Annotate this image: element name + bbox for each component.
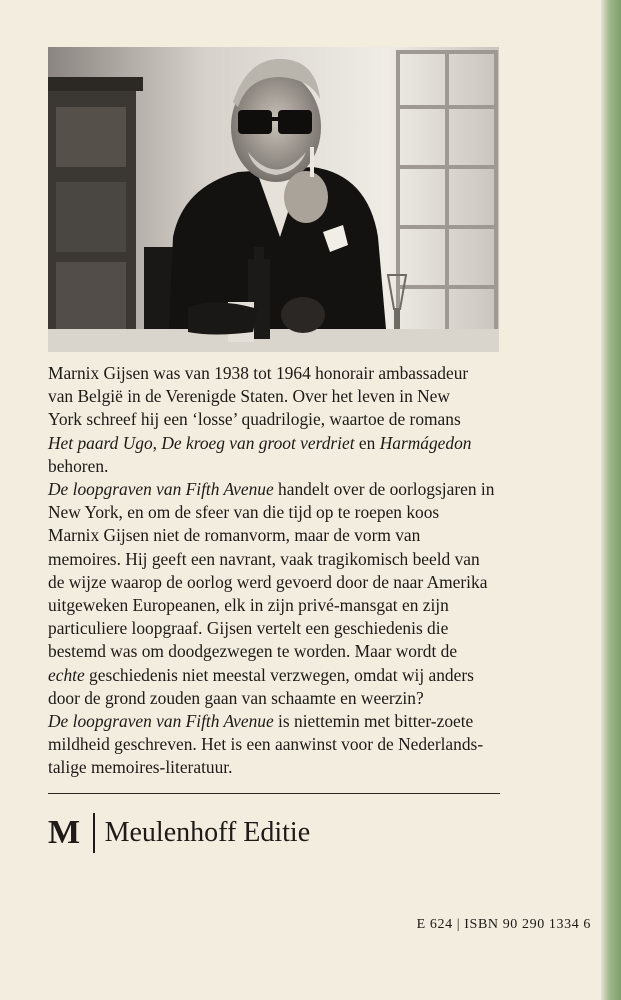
book-title-1: Het paard Ugo (48, 432, 153, 453)
blurb-line: mildheid geschreven. Het is een aanwinst voor de Nederlands- (48, 734, 484, 755)
blurb-line: particuliere loopgraaf. Gijsen vertelt een geschiedenis die (48, 618, 449, 639)
text-fragment: , (152, 432, 162, 453)
blurb-line: door de grond zouden gaan van schaamte en weerzin? (48, 687, 424, 708)
blurb-paragraph-book (48, 478, 500, 780)
blurb-line (48, 710, 500, 733)
text-fragment: handelt over de oorlogsjaren in (273, 479, 495, 500)
back-cover-blurb (48, 362, 500, 780)
blurb-line: Marnix Gijsen was van 1938 tot 1964 honorair ambassadeur (48, 363, 469, 383)
blurb-line: memoires. Hij geeft een navrant, vaak tragikomisch beeld van (48, 548, 480, 569)
emphasis-word: echte (48, 664, 85, 685)
publisher-logo (48, 808, 310, 858)
cover-edge (601, 0, 621, 1000)
book-title-3: Harmágedon (379, 432, 472, 453)
publisher-separator (93, 813, 95, 853)
blurb-line: York schreef hij een ‘losse’ quadrilogie, waartoe de romans (48, 409, 461, 430)
blurb-line: Marnix Gijsen niet de romanvorm, maar de vorm van (48, 525, 421, 546)
text-fragment: geschiedenis niet meestal verzwegen, omdat wij anders (84, 664, 474, 685)
blurb-line: bestemd was om doodgezwegen te worden. Maar wordt de (48, 641, 458, 662)
blurb-paragraph-author (48, 362, 500, 478)
blurb-line: New York, en om de sfeer van die tijd op te roepen koos (48, 502, 440, 523)
book-title: De loopgraven van Fifth Avenue (48, 711, 274, 732)
publisher-name: Meulenhoff Editie (104, 817, 311, 848)
author-photo (48, 47, 499, 352)
blurb-line: de wijze waarop de oorlog werd gevoerd door de naar Amerika (48, 571, 488, 592)
isbn-code: E 624 | ISBN 90 290 1334 6 (416, 917, 591, 932)
blurb-line (48, 664, 500, 687)
publisher-mark: M (48, 814, 82, 851)
text-fragment: is niettemin met bitter-zoete (273, 711, 474, 732)
blurb-line: van België in de Verenigde Staten. Over het leven in New (48, 386, 450, 407)
blurb-line: uitgeweken Europeanen, elk in zijn privé-mansgat en zijn (48, 595, 449, 616)
blurb-line: behoren. (48, 455, 109, 476)
text-fragment: en (354, 432, 380, 453)
book-title-2: De kroeg van groot verdriet (161, 432, 355, 453)
divider-rule (48, 793, 500, 794)
blurb-line (48, 432, 500, 455)
book-title: De loopgraven van Fifth Avenue (48, 479, 274, 500)
blurb-line (48, 478, 500, 501)
blurb-line: talige memoires-literatuur. (48, 757, 233, 778)
